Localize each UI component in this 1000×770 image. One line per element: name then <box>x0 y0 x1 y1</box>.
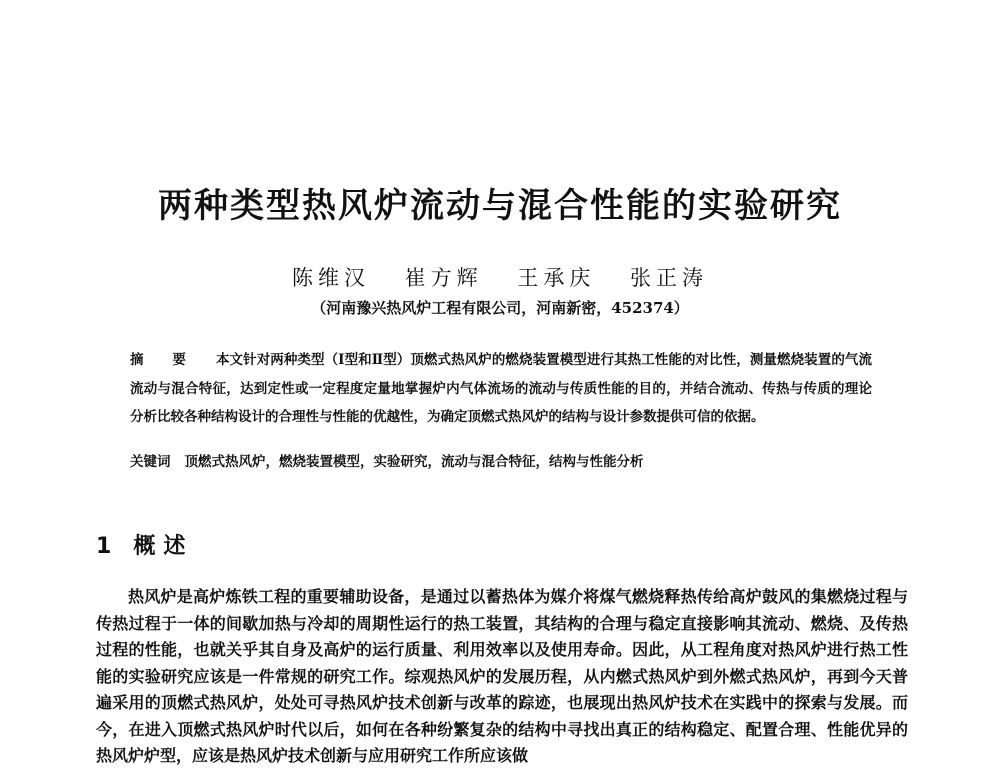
keywords-label: 关键词 <box>130 454 171 470</box>
keywords <box>130 450 872 470</box>
body-paragraph: 热风炉是高炉炼铁工程的重要辅助设备，是通过以蓄热体为媒介将煤气燃烧释热传给高炉鼓风的集燃烧过程与传热过程于一体的间歇加热与冷却的周期性运行的热工装置，其结构的合理与稳定直接影响其流动、燃烧、及传热过程的性能，也就关乎其自身及高炉的运行质量、利用效率以及使用寿命。因此，从工程角度对热风炉进行热工性能的实验研究应该是一件常规的研究工作。综观热风炉的发展历程，从内燃式热风炉到外燃式热风炉，再到今天普遍采用的顶燃式热风炉，处处可寻热风炉技术创新与改革的踪迹，也展现出热风炉技术在实践中的探索与发展。而今，在进入顶燃式热风炉时代以后，如何在各种纷繁复杂的结构中寻找出真正的结构稳定、配置合理、性能优异的热风炉炉型，应该是热风炉技术创新与应用研究工作所应该做 <box>96 587 908 765</box>
abstract-label: 摘 要 <box>130 352 198 368</box>
author-list <box>0 262 1000 292</box>
abstract <box>130 346 872 432</box>
keywords-text: 顶燃式热风炉，燃烧装置模型，实验研究，流动与混合特征，结构与性能分析 <box>184 454 644 470</box>
section-heading <box>96 529 193 560</box>
author-2: 崔方辉 <box>404 266 483 290</box>
paper-title: 两种类型热风炉流动与混合性能的实验研究 <box>158 186 842 226</box>
affiliation: （河南豫兴热风炉工程有限公司，河南新密，452374） <box>311 299 689 317</box>
section-title: 概述 <box>133 534 194 559</box>
abstract-text: 本文针对两种类型（Ⅰ型和Ⅱ型）顶燃式热风炉的燃烧装置模型进行其热工性能的对比性，测量燃烧装置的气流流动与混合特征，达到定性或一定程度定量地掌握炉内气体流场的流动与传质性能的目的，并结合流动、传热与传质的理论分析比较各种结构设计的合理性与性能的优越性，为确定顶燃式热风炉的结构与设计参数提供可信的依据。 <box>130 352 872 425</box>
author-3: 王承庆 <box>517 266 596 290</box>
author-1: 陈维汉 <box>291 266 370 290</box>
author-4: 张正涛 <box>630 266 709 290</box>
section-number: 1 <box>96 534 112 559</box>
